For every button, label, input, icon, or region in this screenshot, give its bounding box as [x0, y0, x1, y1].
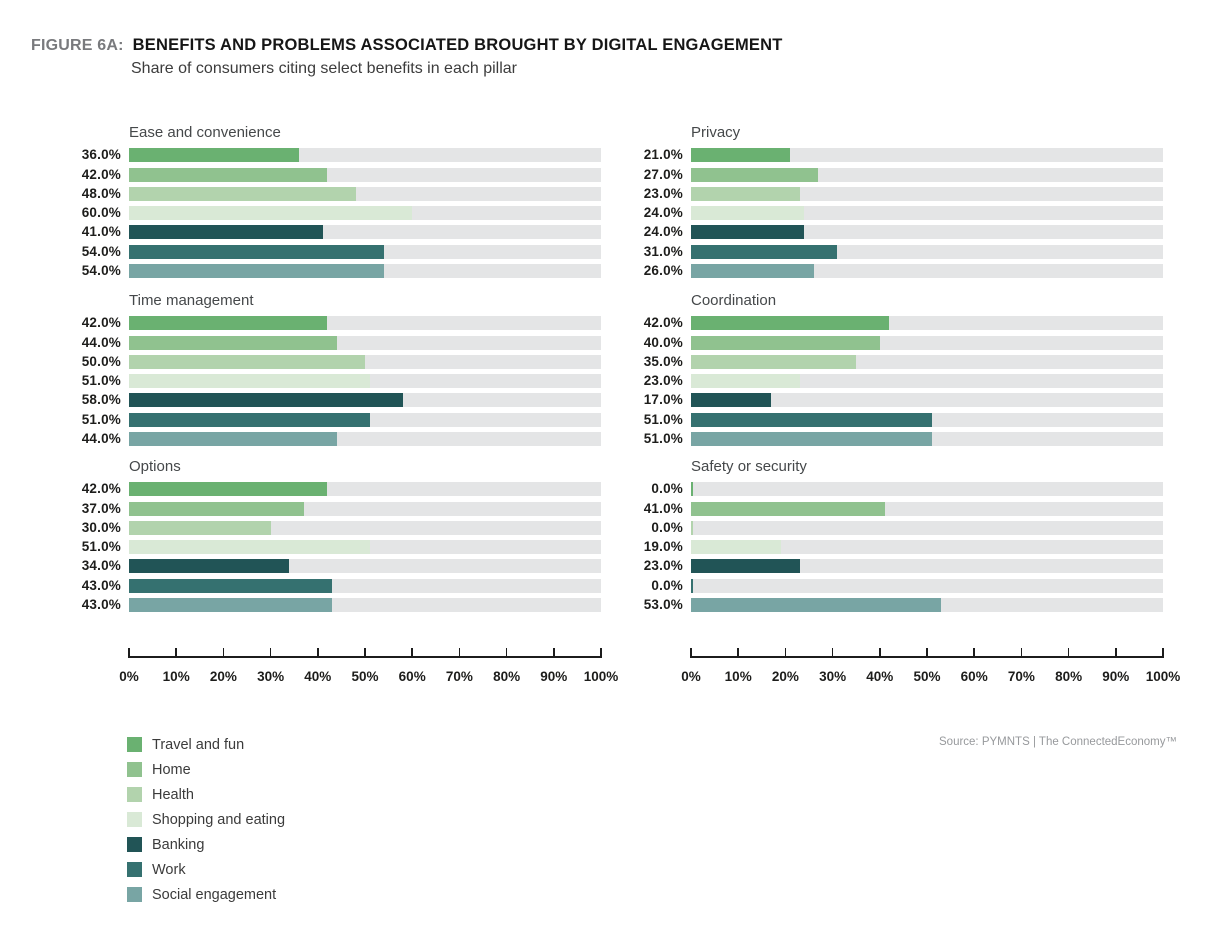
- legend-swatch-icon: [127, 812, 142, 827]
- x-axis: [119, 648, 619, 688]
- bar-row: [57, 355, 601, 369]
- bar-track: [129, 225, 601, 239]
- axis-tick-label: 10%: [724, 669, 752, 684]
- bar-value-label: 51.0%: [81, 373, 121, 389]
- bar-row: [619, 316, 1163, 330]
- bar-value-label: 51.0%: [81, 411, 121, 427]
- bar-fill: [129, 579, 332, 593]
- bar-track: [129, 413, 601, 427]
- bar-row: [619, 432, 1163, 446]
- axis-tick-label: 0%: [681, 669, 701, 684]
- bar-value-label: 19.0%: [643, 539, 683, 555]
- bar-row: [57, 540, 601, 554]
- legend-swatch-icon: [127, 887, 142, 902]
- panel: [57, 292, 601, 451]
- bar-row: [619, 168, 1163, 182]
- axis-tick: [600, 648, 602, 658]
- bar-row: [619, 579, 1163, 593]
- bar-row: [57, 206, 601, 220]
- x-axis: [681, 648, 1181, 688]
- bar-row: [619, 540, 1163, 554]
- bar-track: [691, 148, 1163, 162]
- axis-tick: [317, 648, 319, 658]
- bar-row: [57, 374, 601, 388]
- bar-value-label: 34.0%: [81, 558, 121, 574]
- axis-tick: [1162, 648, 1164, 658]
- bar-track: [129, 316, 601, 330]
- bar-track: [129, 393, 601, 407]
- axis-tick: [879, 648, 881, 658]
- axis-tick-label: 80%: [493, 669, 521, 684]
- legend-label: Social engagement: [152, 886, 277, 903]
- legend-item: [127, 787, 285, 802]
- axis-tick-label: 100%: [1145, 669, 1181, 684]
- bar-row: [57, 264, 601, 278]
- bar-row: [619, 148, 1163, 162]
- figure-header: [31, 36, 783, 78]
- legend-item: [127, 887, 285, 902]
- legend-item: [127, 862, 285, 877]
- bar-value-label: 0.0%: [651, 519, 683, 535]
- bar-fill: [691, 187, 800, 201]
- bar-track: [691, 187, 1163, 201]
- bar-row: [619, 598, 1163, 612]
- axis-tick-label: 40%: [304, 669, 332, 684]
- bar-value-label: 43.0%: [81, 597, 121, 613]
- axis-tick-label: 0%: [119, 669, 139, 684]
- bar-value-label: 51.0%: [643, 431, 683, 447]
- bar-value-label: 37.0%: [81, 500, 121, 516]
- bar-track: [691, 540, 1163, 554]
- bar-track: [129, 245, 601, 259]
- bar-track: [129, 206, 601, 220]
- legend-item: [127, 737, 285, 752]
- panel-title: Coordination: [691, 292, 777, 310]
- bar-track: [691, 579, 1163, 593]
- bar-value-label: 41.0%: [81, 224, 121, 240]
- axis-tick-label: 70%: [445, 669, 473, 684]
- bar-fill: [691, 374, 800, 388]
- bar-row: [619, 245, 1163, 259]
- bar-fill: [129, 374, 370, 388]
- bar-fill: [691, 336, 880, 350]
- bar-track: [691, 225, 1163, 239]
- bar-row: [57, 413, 601, 427]
- legend-label: Banking: [152, 836, 205, 853]
- panel: [619, 124, 1163, 283]
- bar-fill: [691, 502, 885, 516]
- legend-item: [127, 837, 285, 852]
- bar-track: [129, 598, 601, 612]
- bar-row: [57, 187, 601, 201]
- bar-row: [619, 374, 1163, 388]
- axis-tick-label: 90%: [1102, 669, 1130, 684]
- bar-fill: [691, 245, 837, 259]
- bar-row: [619, 355, 1163, 369]
- panel-title: Time management: [129, 292, 254, 310]
- bar-track: [129, 432, 601, 446]
- bar-value-label: 51.0%: [643, 411, 683, 427]
- bar-track: [129, 540, 601, 554]
- bar-row: [57, 502, 601, 516]
- bar-fill: [129, 148, 299, 162]
- bar-value-label: 41.0%: [643, 500, 683, 516]
- bar-value-label: 0.0%: [651, 481, 683, 497]
- bar-value-label: 35.0%: [643, 353, 683, 369]
- bar-value-label: 60.0%: [81, 205, 121, 221]
- bar-row: [619, 225, 1163, 239]
- axis-tick-label: 30%: [819, 669, 847, 684]
- axis-tick-label: 50%: [913, 669, 941, 684]
- bar-fill: [129, 598, 332, 612]
- legend-swatch-icon: [127, 862, 142, 877]
- legend-swatch-icon: [127, 787, 142, 802]
- bar-fill: [129, 413, 370, 427]
- bar-track: [691, 521, 1163, 535]
- bar-fill: [691, 482, 693, 496]
- axis-tick: [1068, 648, 1070, 658]
- bar-fill: [129, 482, 327, 496]
- bar-value-label: 44.0%: [81, 431, 121, 447]
- bar-fill: [129, 316, 327, 330]
- bar-track: [691, 598, 1163, 612]
- axis-tick-label: 60%: [960, 669, 988, 684]
- axis-tick: [459, 648, 461, 658]
- axis-tick: [175, 648, 177, 658]
- bar-track: [691, 355, 1163, 369]
- bar-track: [691, 432, 1163, 446]
- bar-row: [57, 393, 601, 407]
- axis-tick-label: 80%: [1055, 669, 1083, 684]
- bar-fill: [691, 579, 693, 593]
- axis-tick-label: 100%: [583, 669, 619, 684]
- bar-value-label: 0.0%: [651, 577, 683, 593]
- bar-track: [129, 579, 601, 593]
- bar-track: [691, 336, 1163, 350]
- bar-value-label: 43.0%: [81, 577, 121, 593]
- axis-tick: [270, 648, 272, 658]
- bar-track: [691, 168, 1163, 182]
- bar-fill: [691, 393, 771, 407]
- bar-fill: [129, 225, 323, 239]
- bar-value-label: 54.0%: [81, 243, 121, 259]
- bar-fill: [691, 316, 889, 330]
- bar-track: [691, 316, 1163, 330]
- legend-label: Home: [152, 761, 191, 778]
- bar-value-label: 50.0%: [81, 353, 121, 369]
- chart-legend: [127, 737, 285, 912]
- bar-fill: [691, 168, 818, 182]
- bar-row: [619, 206, 1163, 220]
- bar-track: [691, 393, 1163, 407]
- panel-title: Ease and convenience: [129, 124, 281, 142]
- bar-track: [691, 245, 1163, 259]
- bar-value-label: 42.0%: [643, 315, 683, 331]
- bar-track: [129, 482, 601, 496]
- figure-number-label: FIGURE 6A:: [31, 37, 124, 54]
- bar-row: [619, 264, 1163, 278]
- bar-value-label: 24.0%: [643, 205, 683, 221]
- bar-fill: [691, 432, 932, 446]
- bar-track: [129, 521, 601, 535]
- bar-row: [57, 245, 601, 259]
- legend-swatch-icon: [127, 762, 142, 777]
- axis-tick-label: 90%: [540, 669, 568, 684]
- bar-fill: [129, 559, 289, 573]
- bar-row: [57, 559, 601, 573]
- bar-value-label: 30.0%: [81, 519, 121, 535]
- bar-fill: [691, 225, 804, 239]
- bar-value-label: 23.0%: [643, 185, 683, 201]
- bar-track: [691, 206, 1163, 220]
- legend-label: Shopping and eating: [152, 811, 286, 828]
- bar-fill: [129, 336, 337, 350]
- figure-title: BENEFITS AND PROBLEMS ASSOCIATED BROUGHT BY DIGITAL ENGAGEMENT: [132, 36, 783, 54]
- axis-tick: [411, 648, 413, 658]
- bar-value-label: 27.0%: [643, 166, 683, 182]
- bar-value-label: 26.0%: [643, 263, 683, 279]
- legend-swatch-icon: [127, 837, 142, 852]
- bar-value-label: 44.0%: [81, 334, 121, 350]
- bar-fill: [691, 598, 941, 612]
- bar-row: [57, 521, 601, 535]
- bar-fill: [691, 355, 856, 369]
- axis-tick-label: 10%: [162, 669, 190, 684]
- axis-tick: [223, 648, 225, 658]
- bar-row: [57, 336, 601, 350]
- bar-row: [619, 502, 1163, 516]
- bar-fill: [129, 393, 403, 407]
- bar-row: [57, 168, 601, 182]
- bar-track: [129, 148, 601, 162]
- bar-row: [57, 598, 601, 612]
- bar-fill: [691, 413, 932, 427]
- figure-subtitle: Share of consumers citing select benefits in each pillar: [131, 60, 517, 77]
- bar-track: [691, 482, 1163, 496]
- bar-row: [57, 432, 601, 446]
- bar-row: [57, 579, 601, 593]
- bar-value-label: 42.0%: [81, 166, 121, 182]
- bar-fill: [129, 264, 384, 278]
- axis-tick: [364, 648, 366, 658]
- bar-row: [619, 521, 1163, 535]
- axis-tick: [128, 648, 130, 658]
- bar-row: [57, 225, 601, 239]
- bar-value-label: 51.0%: [81, 539, 121, 555]
- bar-value-label: 31.0%: [643, 243, 683, 259]
- bar-track: [129, 374, 601, 388]
- bar-fill: [129, 502, 304, 516]
- panel-title: Safety or security: [691, 458, 807, 476]
- axis-tick-label: 70%: [1007, 669, 1035, 684]
- axis-tick-label: 30%: [257, 669, 285, 684]
- legend-label: Health: [152, 786, 194, 803]
- bar-track: [129, 336, 601, 350]
- bar-row: [57, 482, 601, 496]
- bar-row: [57, 148, 601, 162]
- bar-track: [129, 559, 601, 573]
- bar-fill: [691, 148, 790, 162]
- bar-fill: [129, 355, 365, 369]
- bar-row: [619, 187, 1163, 201]
- legend-item: [127, 812, 285, 827]
- source-note: Source: PYMNTS | The ConnectedEconomy™: [939, 736, 1177, 748]
- axis-tick: [737, 648, 739, 658]
- axis-tick-label: 20%: [209, 669, 237, 684]
- legend-label: Work: [152, 861, 186, 878]
- bar-fill: [129, 245, 384, 259]
- axis-tick: [1115, 648, 1117, 658]
- axis-tick: [690, 648, 692, 658]
- bar-value-label: 53.0%: [643, 597, 683, 613]
- legend-label: Travel and fun: [152, 736, 245, 753]
- bar-value-label: 54.0%: [81, 263, 121, 279]
- bar-track: [691, 559, 1163, 573]
- axis-tick: [926, 648, 928, 658]
- bar-fill: [691, 206, 804, 220]
- axis-tick: [832, 648, 834, 658]
- bar-row: [57, 316, 601, 330]
- bar-fill: [691, 540, 781, 554]
- bar-value-label: 21.0%: [643, 147, 683, 163]
- bar-track: [129, 264, 601, 278]
- bar-track: [129, 168, 601, 182]
- bar-row: [619, 336, 1163, 350]
- bar-value-label: 42.0%: [81, 315, 121, 331]
- panel: [619, 458, 1163, 617]
- axis-tick-label: 60%: [398, 669, 426, 684]
- bar-fill: [129, 206, 412, 220]
- bar-track: [691, 374, 1163, 388]
- bar-track: [691, 413, 1163, 427]
- bar-track: [691, 264, 1163, 278]
- bar-value-label: 24.0%: [643, 224, 683, 240]
- axis-tick: [973, 648, 975, 658]
- bar-value-label: 17.0%: [643, 392, 683, 408]
- bar-fill: [691, 264, 814, 278]
- legend-swatch-icon: [127, 737, 142, 752]
- axis-tick: [785, 648, 787, 658]
- axis-tick-label: 50%: [351, 669, 379, 684]
- bar-fill: [691, 559, 800, 573]
- bar-track: [129, 187, 601, 201]
- bar-track: [129, 355, 601, 369]
- bar-fill: [691, 521, 693, 535]
- bar-row: [619, 413, 1163, 427]
- bar-row: [619, 482, 1163, 496]
- bar-value-label: 48.0%: [81, 185, 121, 201]
- axis-tick-label: 20%: [771, 669, 799, 684]
- bar-value-label: 42.0%: [81, 481, 121, 497]
- axis-tick-label: 40%: [866, 669, 894, 684]
- bar-value-label: 23.0%: [643, 373, 683, 389]
- axis-tick: [553, 648, 555, 658]
- bar-fill: [129, 521, 271, 535]
- bar-fill: [129, 432, 337, 446]
- panel: [619, 292, 1163, 451]
- panel-title: Privacy: [691, 124, 741, 142]
- axis-tick: [506, 648, 508, 658]
- bar-value-label: 23.0%: [643, 558, 683, 574]
- legend-item: [127, 762, 285, 777]
- panel: [57, 458, 601, 617]
- bar-track: [129, 502, 601, 516]
- bar-fill: [129, 540, 370, 554]
- panel: [57, 124, 601, 283]
- bar-value-label: 36.0%: [81, 147, 121, 163]
- bar-fill: [129, 187, 356, 201]
- bar-row: [619, 393, 1163, 407]
- bar-fill: [129, 168, 327, 182]
- bar-track: [691, 502, 1163, 516]
- bar-value-label: 58.0%: [81, 392, 121, 408]
- bar-row: [619, 559, 1163, 573]
- panel-title: Options: [129, 458, 181, 476]
- bar-value-label: 40.0%: [643, 334, 683, 350]
- axis-tick: [1021, 648, 1023, 658]
